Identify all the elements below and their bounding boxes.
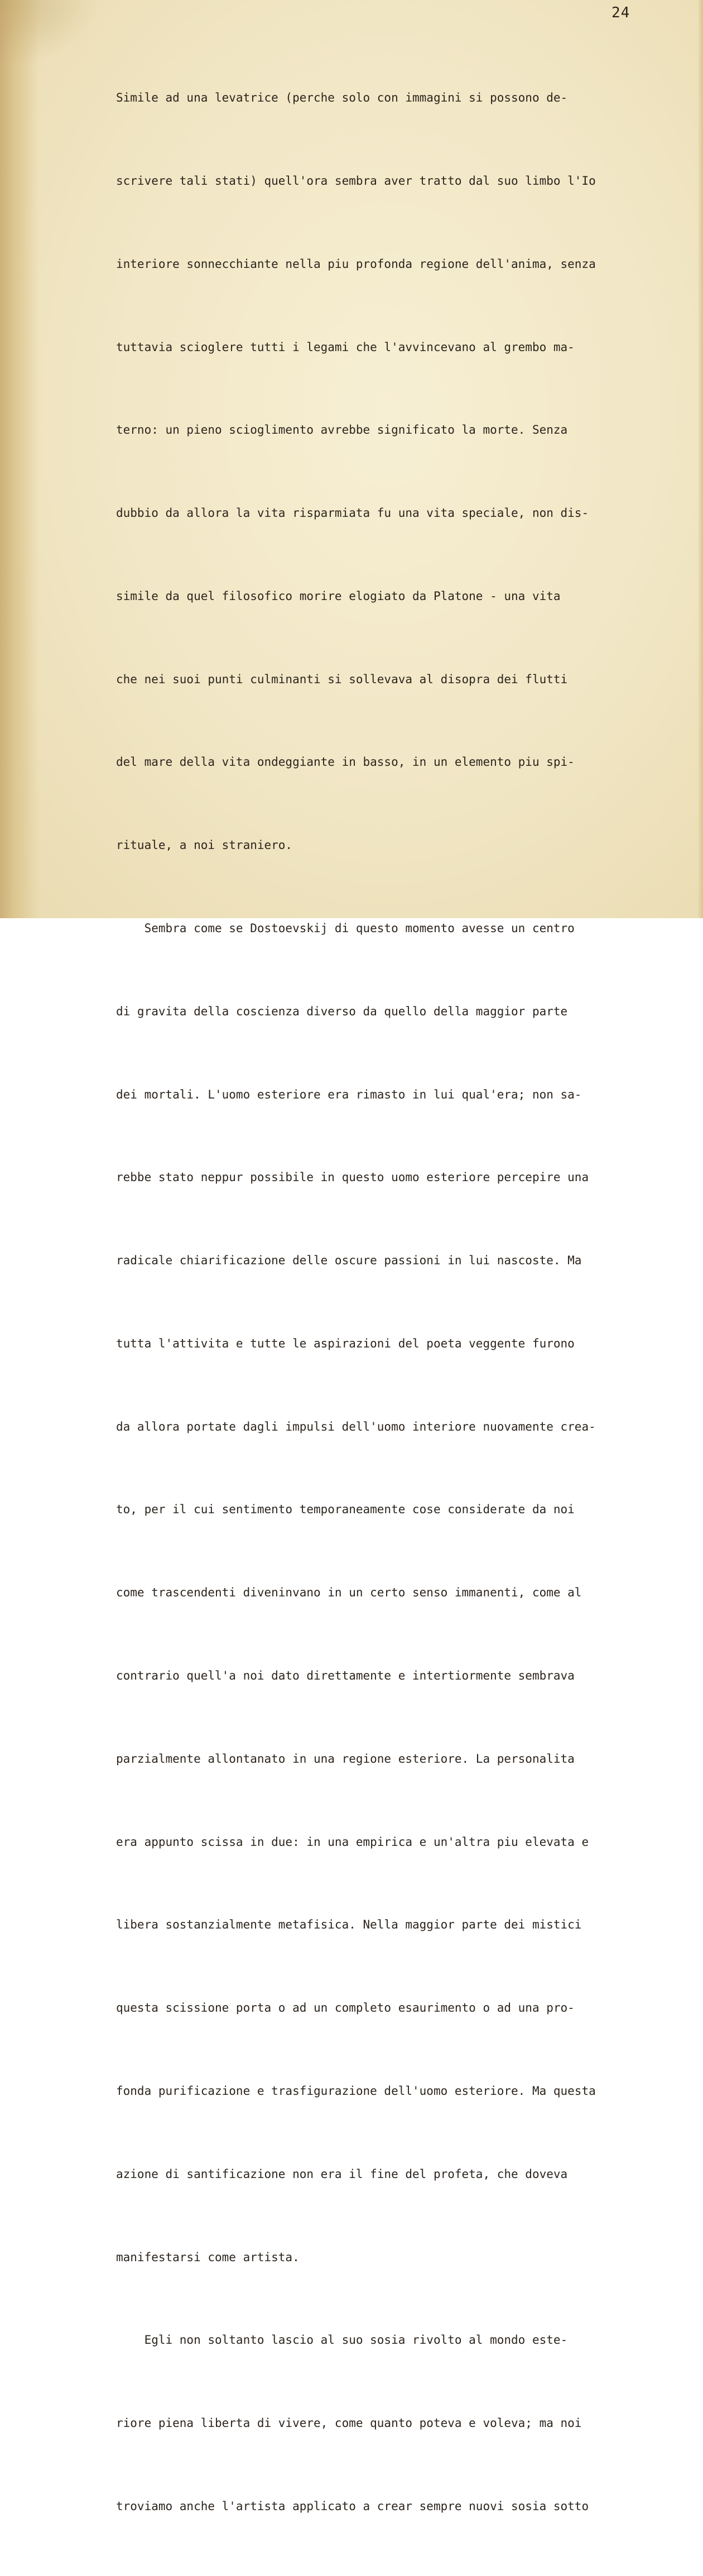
stained-top-corner bbox=[0, 0, 100, 67]
page-number: 24 bbox=[611, 4, 630, 21]
aged-right-margin bbox=[697, 0, 703, 918]
text-line: questa scissione porta o ad un completo esaurimento o ad una pro- bbox=[116, 2001, 575, 2015]
text-line: troviamo anche l'artista applicato a crear sempre nuovi sosia sotto bbox=[116, 2499, 589, 2513]
text-line: terno: un pieno scioglimento avrebbe significato la morte. Senza bbox=[116, 423, 568, 437]
text-line: che nei suoi punti culminanti si sollevava al disopra dei flutti bbox=[116, 672, 568, 686]
text-line: scrivere tali stati) quell'ora sembra aver tratto dal suo limbo l'Io bbox=[116, 174, 596, 188]
text-line: to, per il cui sentimento temporaneamente cose considerate da noi bbox=[116, 1503, 575, 1517]
text-line: Egli non soltanto lascio al suo sosia rivolto al mondo este- bbox=[116, 2333, 568, 2347]
text-line: Simile ad una levatrice (perche solo con immagini si possono de- bbox=[116, 91, 568, 105]
text-line: contrario quell'a noi dato direttamente e intertiormente sembrava bbox=[116, 1669, 575, 1683]
text-line: tuttavia scioglere tutti i legami che l'avvincevano al grembo ma- bbox=[116, 340, 575, 354]
text-line: riore piena liberta di vivere, come quanto poteva e voleva; ma noi bbox=[116, 2416, 582, 2430]
text-line: rebbe stato neppur possibile in questo uomo esteriore percepire una bbox=[116, 1171, 589, 1184]
text-line: fonda purificazione e trasfigurazione dell'uomo esteriore. Ma questa bbox=[116, 2084, 596, 2098]
text-line: di gravita della coscienza diverso da quello della maggior parte bbox=[116, 1004, 568, 1018]
text-line: del mare della vita ondeggiante in basso, in un elemento piu spi- bbox=[116, 755, 575, 769]
text-line: parzialmente allontanato in una regione esteriore. La personalita bbox=[116, 1752, 575, 1766]
text-line: interiore sonnecchiante nella piu profonda regione dell'anima, senza bbox=[116, 257, 596, 271]
text-line: Sembra come se Dostoevskij di questo momento avesse un centro bbox=[116, 922, 575, 935]
text-line: tutta l'attivita e tutte le aspirazioni del poeta veggente furono bbox=[116, 1336, 575, 1350]
text-line: dubbio da allora la vita risparmiata fu una vita speciale, non dis- bbox=[116, 506, 589, 520]
text-line: libera sostanzialmente metafisica. Nella maggior parte dei mistici bbox=[116, 1918, 582, 1932]
text-line: dei mortali. L'uomo esteriore era rimasto in lui qual'era; non sa- bbox=[116, 1087, 582, 1101]
text-line: era appunto scissa in due: in una empirica e un'altra piu elevata e bbox=[116, 1835, 589, 1849]
text-line: come trascendenti diveninvano in un certo senso immanenti, come al bbox=[116, 1586, 582, 1600]
aged-left-margin bbox=[0, 0, 39, 918]
body-text bbox=[116, 29, 674, 2576]
text-line: radicale chiarificazione delle oscure passioni in lui nascoste. Ma bbox=[116, 1254, 582, 1268]
text-line: da allora portate dagli impulsi dell'uomo interiore nuovamente crea- bbox=[116, 1419, 596, 1433]
text-line: rituale, a noi straniero. bbox=[116, 838, 293, 852]
text-line: simile da quel filosofico morire elogiato da Platone - una vita bbox=[116, 589, 561, 603]
text-line: azione di santificazione non era il fine del profeta, che doveva bbox=[116, 2167, 568, 2181]
text-line: manifestarsi come artista. bbox=[116, 2250, 300, 2264]
